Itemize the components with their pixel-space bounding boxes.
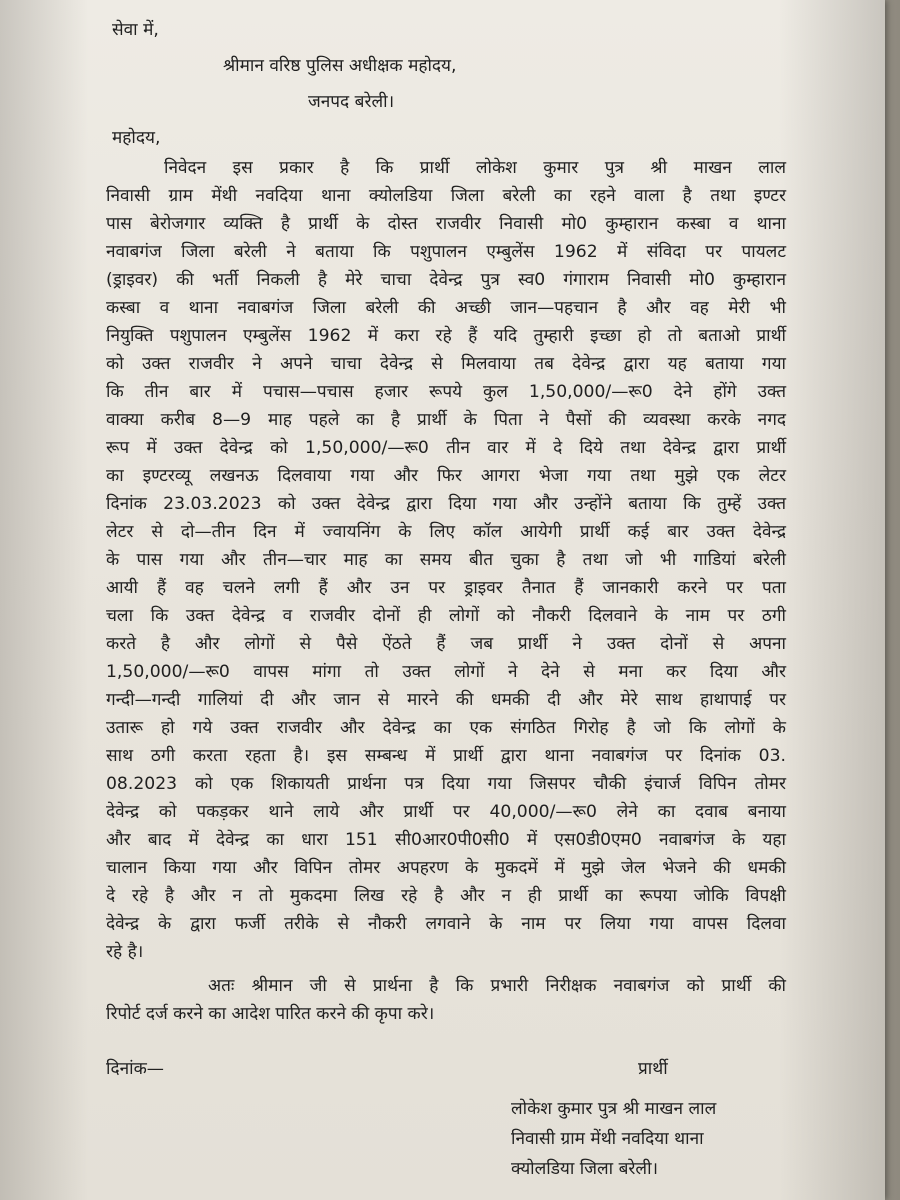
body-line: देवेन्द्र को पकड़कर थाने लाये और प्रार्थी पर 40,000/—रू0 लेने का दवाब बनाया: [106, 802, 786, 822]
body-line: चालान किया गया और विपिन तोमर अपहरण के मुकदमें में मुझे जेल भेजने की धमकी: [106, 858, 786, 878]
body-line: 1,50,000/—रू0 वापस मांगा तो उक्त लोगों ने देने से मना कर दिया और: [106, 662, 786, 682]
signature-title: प्रार्थी: [638, 1059, 668, 1079]
date-label: दिनांक—: [106, 1059, 164, 1079]
body-line: उतारू हो गये उक्त राजवीर और देवेन्द्र का एक संगठित गिरोह है जो कि लोगों के: [106, 718, 786, 738]
signature-line: लोकेश कुमार पुत्र श्री माखन लाल: [511, 1099, 717, 1119]
body-line: दिनांक 23.03.2023 को उक्त देवेन्द्र द्वारा दिया गया और उन्होंने बताया कि तुम्हें उक्त: [106, 494, 786, 514]
district-line: जनपद बरेली।: [308, 92, 395, 112]
body-line: निवेदन इस प्रकार है कि प्रार्थी लोकेश कुमार पुत्र श्री माखन लाल: [164, 158, 786, 178]
body-line: निवासी ग्राम मेंथी नवदिया थाना क्योलडिया जिला बरेली का रहने वाला है तथा इण्टर: [106, 186, 786, 206]
signature-line: निवासी ग्राम मेंथी नवदिया थाना: [511, 1129, 704, 1149]
body-line: दे रहे है और न तो मुकदमा लिख रहे है और न ही प्रार्थी का रूपया जोकि विपक्षी: [106, 886, 786, 906]
body-line: चला कि उक्त देवेन्द्र व राजवीर दोनों ही लोगों को नौकरी दिलवाने के नाम पर ठगी: [106, 606, 786, 626]
body-line: देवेन्द्र के द्वारा फर्जी तरीके से नौकरी लगवाने के नाम पर लिया गया वापस दिलवा: [106, 914, 786, 934]
body-line: रहे है।: [106, 942, 144, 962]
body-line: नियुक्ति पशुपालन एम्बुलेंस 1962 में करा रहे हैं यदि तुम्हारी इच्छा हो तो बताओ प्रार्थी: [106, 326, 786, 346]
body-line: का इण्टरव्यू लखनऊ दिलवाया गया और फिर आगरा भेजा गया तथा मुझे एक लेटर: [106, 466, 786, 486]
body-line: आयी हैं वह चलने लगी हैं और उन पर ड्राइवर तैनात हैं जानकारी करने पर पता: [106, 578, 786, 598]
body-line: पास बेरोजगार व्यक्ति है प्रार्थी के दोस्त राजवीर निवासी मो0 कुम्हारान कस्बा व थाना: [106, 214, 786, 234]
body-line: रूप में उक्त देवेन्द्र को 1,50,000/—रू0 तीन वार में दे दिये तथा देवेन्द्र द्वारा प्रार्थी: [106, 438, 786, 458]
signature-line: क्योलडिया जिला बरेली।: [511, 1159, 659, 1179]
body-line: (ड्राइवर) की भर्ती निकली है मेरे चाचा देवेन्द्र पुत्र स्व0 गंगाराम निवासी मो0 कुम्हारान: [106, 270, 786, 290]
body-line: और बाद में देवेन्द्र का धारा 151 सी0आर0पी0सी0 में एस0डी0एम0 नवाबगंज के यहा: [106, 830, 786, 850]
salutation: महोदय,: [112, 128, 161, 148]
body-line: 08.2023 को एक शिकायती प्रार्थना पत्र दिया गया जिसपर चौकी इंचार्ज विपिन तोमर: [106, 774, 786, 794]
body-line: गन्दी—गन्दी गालियां दी और जान से मारने की धमकी दी और मेरे साथ हाथापाई पर: [106, 690, 786, 710]
body-line: लेटर से दो—तीन दिन में ज्वायनिंग के लिए कॉल आयेगी प्रार्थी कई बार उक्त देवेन्द्र: [106, 522, 786, 542]
body-line: करते है और लोगों से पैसे ऐंठते हैं जब प्रार्थी ने उक्त दोनों से अपना: [106, 634, 786, 654]
body-line: के पास गया और तीन—चार माह का समय बीत चुका है तथा जो भी गाडियां बरेली: [106, 550, 786, 570]
body-line: कि तीन बार में पचास—पचास हजार रूपये कुल 1,50,000/—रू0 देने होंगे उक्त: [106, 382, 786, 402]
body-line: नवाबगंज जिला बरेली ने बताया कि पशुपालन एम्बुलेंस 1962 में संविदा पर पायलट: [106, 242, 786, 262]
recipient-line: श्रीमान वरिष्ठ पुलिस अधीक्षक महोदय,: [223, 56, 457, 76]
body-line: साथ ठगी करता रहता है। इस सम्बन्ध में प्रार्थी द्वारा थाना नवाबगंज पर दिनांक 03.: [106, 746, 786, 766]
request-line: रिपोर्ट दर्ज करने का आदेश पारित करने की कृपा करे।: [106, 1004, 435, 1024]
body-line: कस्बा व थाना नवाबगंज जिला बरेली की अच्छी जान—पहचान है और वह मेरी भी: [106, 298, 786, 318]
body-line: को उक्त राजवीर ने अपने चाचा देवेन्द्र से मिलवाया तब देवेन्द्र द्वारा यह बताया गया: [106, 354, 786, 374]
request-line: अतः श्रीमान जी से प्रार्थना है कि प्रभारी निरीक्षक नवाबगंज को प्रार्थी की: [208, 976, 786, 996]
body-line: वाक्या करीब 8—9 माह पहले का है प्रार्थी के पिता ने पैसों की व्यवस्था करके नगद: [106, 410, 786, 430]
address-prefix: सेवा में,: [112, 20, 159, 40]
